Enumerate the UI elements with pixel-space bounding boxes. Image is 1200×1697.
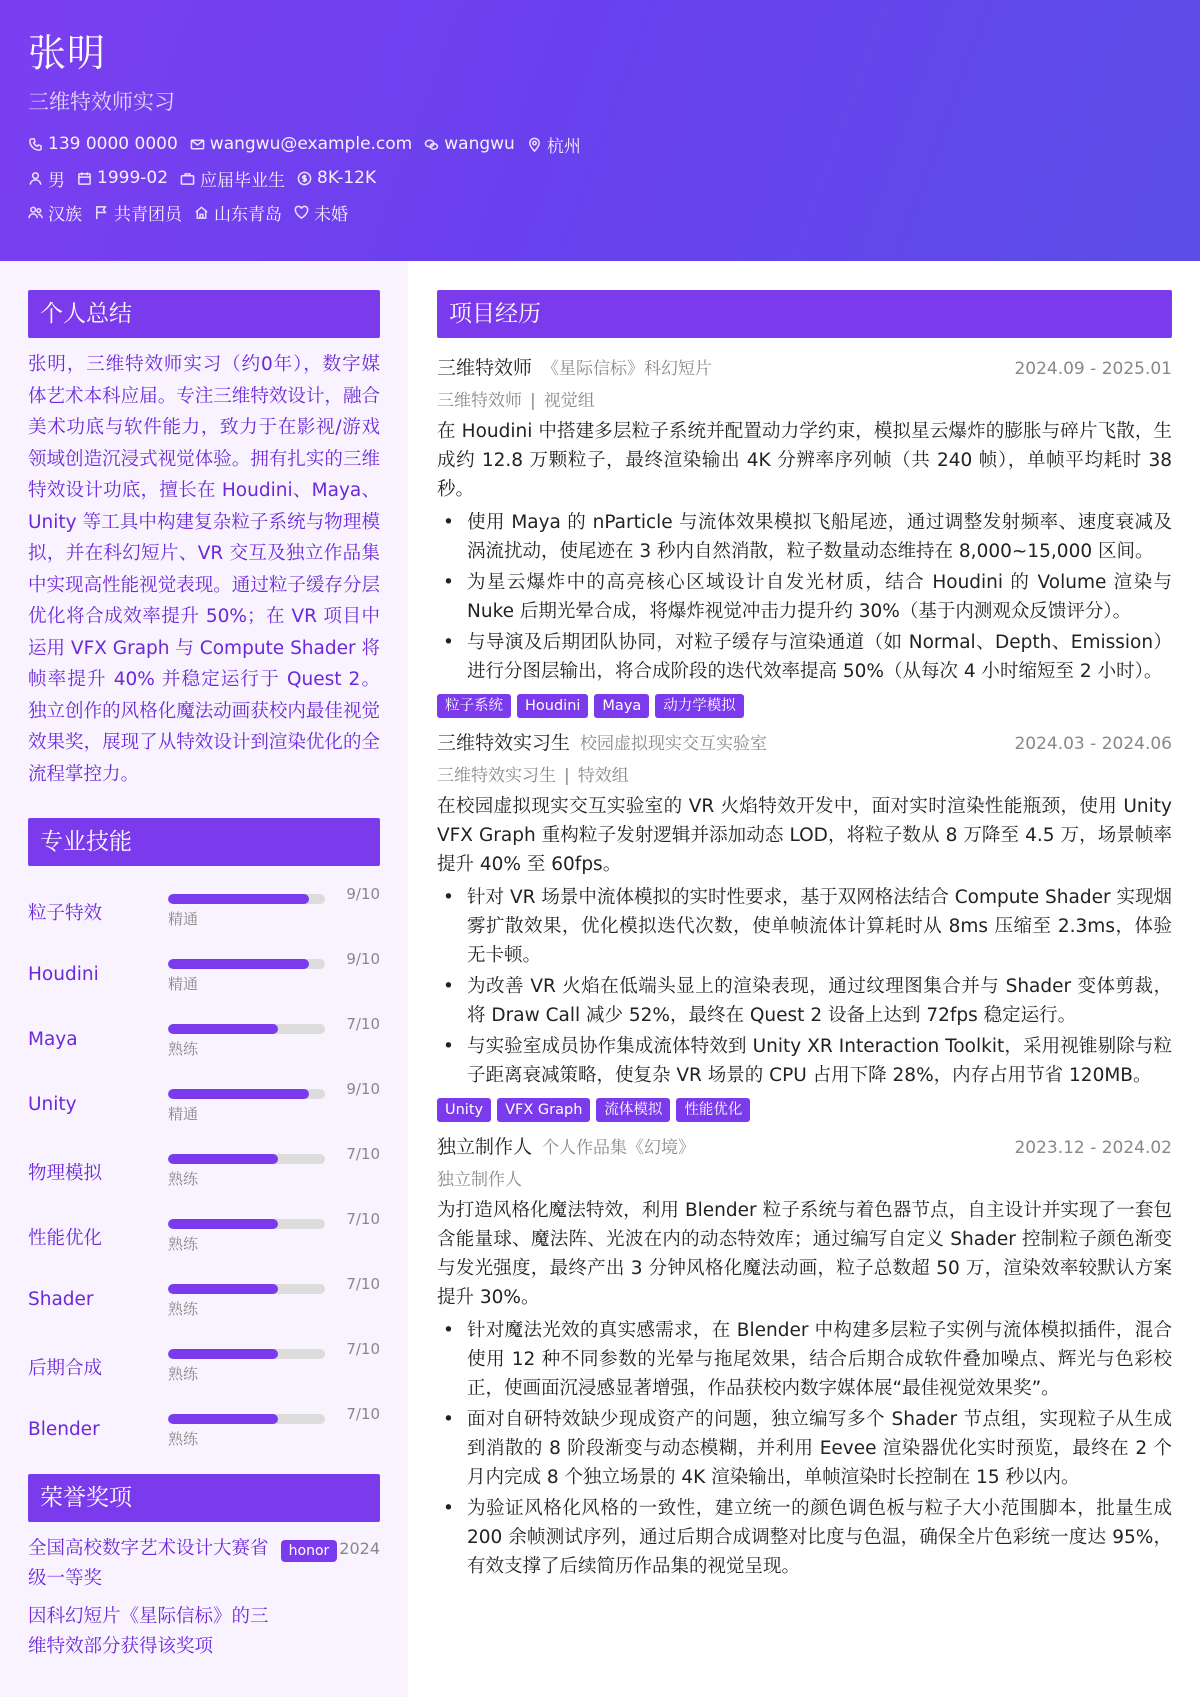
skill-bar-fill: [168, 1024, 278, 1034]
location-icon: [527, 137, 542, 152]
status-item: [180, 166, 285, 191]
location-text: 杭州: [546, 136, 581, 157]
honors-heading: 荣誉奖项: [28, 1474, 380, 1522]
wechat-item: [424, 134, 515, 154]
skill-score: 7/10: [346, 1015, 380, 1033]
project-position: [437, 1165, 1172, 1190]
background-row: [28, 200, 1200, 224]
bullet-item: • 面对自研特效缺少现成资产的问题，独立编写多个 Shader 节点组，实现粒子从生成到消散的 8 阶段渐变与动态模糊，并利用 Eevee 渲染器优化实时预览，最终在 2 个月内完成 8 个独立场景的 4K 渲染输出，单帧渲染时长控制在 15 秒以内。: [437, 1405, 1172, 1492]
skill-level: 精通: [168, 1105, 199, 1123]
position-name: 三维特效师: [437, 391, 522, 411]
phone-icon: [28, 137, 43, 152]
project-position: [437, 386, 1172, 411]
political-item: [94, 200, 182, 225]
skill-score: 7/10: [346, 1210, 380, 1228]
tag-badge: 流体模拟: [596, 1098, 670, 1122]
job-title: 三维特效师实习: [28, 90, 175, 114]
skill-name: 粒子特效: [28, 903, 103, 924]
honors-list: [28, 1534, 380, 1662]
gender-item: [28, 166, 65, 191]
honor-item: [28, 1534, 380, 1594]
candidate-name: 张明: [28, 31, 107, 75]
bullet-item: • 针对 VR 场景中流体模拟的实时性要求，基于双网格法结合 Compute Shader 实现烟雾扩散效果，优化模拟迭代次数，使单帧流体计算耗时从 8ms 压缩至 2.3ms，体验无卡顿。: [437, 883, 1172, 970]
personal-row: [28, 166, 1200, 190]
skill-bar-fill: [168, 1349, 278, 1359]
bullet-item: • 为星云爆炸中的高亮核心区域设计自发光材质，结合 Houdini 的 Volume 渲染与 Nuke 后期光晕合成，将爆炸视觉冲击力提升约 30%（基于内测观众反馈评分）。: [437, 568, 1172, 626]
flag-icon: [94, 205, 109, 220]
skill-row: [28, 1139, 380, 1204]
summary-heading: 个人总结: [28, 290, 380, 338]
project-bullets: [437, 883, 1172, 1090]
marital-text: 未婚: [314, 204, 348, 225]
salary-text: 8K-12K: [317, 168, 377, 188]
political-text: 共青团员: [114, 204, 182, 225]
main-content: [437, 290, 1172, 1581]
projects-list: [437, 353, 1172, 1581]
skill-bar: [168, 1414, 325, 1424]
email-item: [190, 134, 412, 154]
skill-level: 熟练: [168, 1365, 199, 1383]
tag-badge: 粒子系统: [437, 694, 511, 718]
skill-bar: [168, 959, 325, 969]
skill-bar: [168, 1284, 325, 1294]
skill-level: 熟练: [168, 1300, 199, 1318]
honor-name: 因科幻短片《星际信标》的三维特效部分获得该奖项: [28, 1606, 269, 1657]
project-role: 独立制作人: [437, 1136, 533, 1158]
heart-icon: [294, 205, 309, 220]
honor-year: 2024: [339, 1539, 380, 1558]
project-name: 个人作品集《幻境》: [542, 1138, 696, 1158]
honor-item: [28, 1602, 380, 1662]
tag-badge: 动力学模拟: [655, 694, 744, 718]
skill-row: [28, 944, 380, 1009]
project-title: [437, 353, 712, 380]
user-icon: [28, 171, 43, 186]
skill-name: Shader: [28, 1289, 94, 1310]
wechat-icon: [424, 137, 439, 152]
skill-name: Houdini: [28, 964, 99, 985]
skill-score: 7/10: [346, 1275, 380, 1293]
skill-bar-fill: [168, 1219, 278, 1229]
salary-item: [297, 168, 376, 188]
ethnicity-item: [28, 200, 82, 225]
birth-text: 1999-02: [97, 168, 169, 188]
project-bullets: [437, 508, 1172, 686]
skill-bar-fill: [168, 1154, 278, 1164]
skill-score: 7/10: [346, 1340, 380, 1358]
birth-item: [77, 168, 168, 188]
project-header: [437, 1132, 1172, 1159]
team-name: 视觉组: [543, 391, 595, 411]
resume-header: [0, 0, 1200, 261]
project-name: 校园虚拟现实交互实验室: [580, 734, 768, 754]
home-icon: [194, 205, 209, 220]
skill-name: 后期合成: [28, 1358, 103, 1379]
skill-row: [28, 1334, 380, 1399]
project-entry: [437, 1132, 1172, 1581]
bullet-item: • 与导演及后期团队协同，对粒子缓存与渲染通道（如 Normal、Depth、Emission）进行分图层输出，将合成阶段的迭代效率提高 50%（从每次 4 小时缩短至 2 小时）。: [437, 628, 1172, 686]
skill-name: Blender: [28, 1419, 100, 1440]
skill-bar: [168, 894, 325, 904]
project-tags: [437, 694, 1172, 718]
project-header: [437, 353, 1172, 380]
skill-bar: [168, 1219, 325, 1229]
project-title: [437, 728, 767, 755]
tag-badge: Maya: [594, 694, 649, 718]
sidebar: [0, 261, 408, 1697]
hometown-item: [194, 200, 282, 225]
skill-name: Unity: [28, 1094, 77, 1115]
status-text: 应届毕业生: [200, 170, 286, 191]
skill-bar: [168, 1349, 325, 1359]
project-entry: [437, 728, 1172, 1122]
skill-bar: [168, 1154, 325, 1164]
position-separator: |: [530, 391, 536, 411]
hometown-text: 山东青岛: [214, 204, 282, 225]
position-name: 独立制作人: [437, 1170, 522, 1190]
tag-badge: Unity: [437, 1098, 491, 1122]
project-entry: [437, 353, 1172, 718]
skill-level: 熟练: [168, 1430, 199, 1448]
skill-row: [28, 1009, 380, 1074]
project-role: 三维特效实习生: [437, 732, 571, 754]
project-header: [437, 728, 1172, 755]
skill-name: 性能优化: [28, 1228, 103, 1249]
skill-bar-fill: [168, 959, 309, 969]
gender-text: 男: [48, 170, 65, 191]
skill-score: 7/10: [346, 1145, 380, 1163]
project-description: 为打造风格化魔法特效，利用 Blender 粒子系统与着色器节点，自主设计并实现了一套包含能量球、魔法阵、光波在内的动态特效库；通过编写自定义 Shader 控制粒子颜色渐变与发光强度，最终产出 3 分钟风格化魔法动画，粒子总数超 50 万，渲染效率较默认方案提升 30%。: [437, 1200, 1172, 1308]
skill-bar-fill: [168, 1414, 278, 1424]
contact-row: [28, 132, 1200, 156]
people-icon: [28, 205, 43, 220]
project-description: 在 Houdini 中搭建多层粒子系统并配置动力学约束，模拟星云爆炸的膨胀与碎片飞散，生成约 12.8 万颗粒子，最终渲染输出 4K 分辨率序列帧（共 240 帧），单帧平均耗时 38 秒。: [437, 421, 1172, 500]
skill-row: [28, 1074, 380, 1139]
skill-score: 9/10: [346, 1080, 380, 1098]
skills-list: [28, 866, 380, 1464]
skill-level: 熟练: [168, 1235, 199, 1253]
team-name: 特效组: [577, 766, 629, 786]
tag-badge: 性能优化: [676, 1098, 750, 1122]
projects-heading: 项目经历: [437, 290, 1172, 338]
honor-tag: honor: [281, 1540, 338, 1562]
skill-level: 熟练: [168, 1170, 199, 1188]
skill-level: 精通: [168, 975, 199, 993]
phone-text: 139 0000 0000: [48, 134, 178, 154]
project-position: [437, 761, 1172, 786]
project-date: 2024.03 - 2024.06: [1014, 734, 1172, 754]
wechat-text: wangwu: [444, 134, 515, 154]
bullet-item: • 使用 Maya 的 nParticle 与流体效果模拟飞船尾迹，通过调整发射频率、速度衰减及涡流扰动，使尾迹在 3 秒内自然消散，粒子数量动态维持在 8,000~15,000 区间。: [437, 508, 1172, 566]
summary-text: 张明，三维特效师实习（约0年），数字媒体艺术本科应届。专注三维特效设计，融合美术功底与软件能力，致力于在影视/游戏领域创造沉浸式视觉体验。拥有扎实的三维特效设计功底，擅长在 Houdini、Maya、Unity 等工具中构建复杂粒子系统与物理模拟，并在科幻短片、VR 交互及独立作品集中实现高性能视觉表现。通过粒子缓存分层优化将合成效率提升 50%；在 VR 项目中运用 VFX Graph 与 Compute Shader 将帧率提升 40% 并稳定运行于 Quest 2。独立创作的风格化魔法动画获校内最佳视觉效果奖，展现了从特效设计到渲染优化的全流程掌控力。: [28, 354, 380, 785]
skill-row: [28, 1204, 380, 1269]
honor-name: 全国高校数字艺术设计大赛省级一等奖: [28, 1538, 269, 1589]
project-role: 三维特效师: [437, 357, 533, 379]
tag-badge: VFX Graph: [497, 1098, 590, 1122]
skill-level: 精通: [168, 910, 199, 928]
skill-level: 熟练: [168, 1040, 199, 1058]
skill-bar: [168, 1024, 325, 1034]
project-bullets: [437, 1316, 1172, 1581]
project-description: 在校园虚拟现实交互实验室的 VR 火焰特效开发中，面对实时渲染性能瓶颈，使用 Unity VFX Graph 重构粒子发射逻辑并添加动态 LOD，将粒子数从 8 万降至 4.5 万，场景帧率提升 40% 至 60fps。: [437, 796, 1172, 875]
mail-icon: [190, 137, 205, 152]
position-name: 三维特效实习生: [437, 766, 556, 786]
phone-item: [28, 134, 178, 154]
skill-score: 7/10: [346, 1405, 380, 1423]
salary-icon: [297, 171, 312, 186]
bullet-item: • 与实验室成员协作集成流体特效到 Unity XR Interaction Toolkit，采用视锥剔除与粒子距离衰减策略，使复杂 VR 场景的 CPU 占用下降 28%，内存占用节省 120MB。: [437, 1032, 1172, 1090]
bullet-item: • 为验证风格化风格的一致性，建立统一的颜色调色板与粒子大小范围脚本，批量生成 200 余帧测试序列，通过后期合成调整对比度与色温，确保全片色彩统一度达 95%，有效支撑了后续简历作品集的视觉呈现。: [437, 1494, 1172, 1581]
calendar-icon: [77, 171, 92, 186]
project-name: 《星际信标》科幻短片: [542, 359, 713, 379]
skill-score: 9/10: [346, 950, 380, 968]
email-text: wangwu@example.com: [209, 134, 413, 154]
skill-bar: [168, 1089, 325, 1099]
position-separator: |: [564, 766, 570, 786]
skill-row: [28, 879, 380, 944]
skill-bar-fill: [168, 894, 309, 904]
project-title: [437, 1132, 695, 1159]
briefcase-icon: [180, 171, 195, 186]
skill-name: Maya: [28, 1029, 78, 1050]
bullet-item: • 为改善 VR 火焰在低端头显上的渲染表现，通过纹理图集合并与 Shader 变体剪裁，将 Draw Call 减少 52%，最终在 Quest 2 设备上达到 72fps 稳定运行。: [437, 972, 1172, 1030]
location-item: [527, 132, 581, 157]
ethnicity-text: 汉族: [48, 204, 82, 225]
skill-name: 物理模拟: [28, 1163, 103, 1184]
skills-heading: 专业技能: [28, 818, 380, 866]
skill-score: 9/10: [346, 885, 380, 903]
project-date: 2024.09 - 2025.01: [1014, 359, 1172, 379]
project-date: 2023.12 - 2024.02: [1014, 1138, 1172, 1158]
skill-row: [28, 1269, 380, 1334]
skill-bar-fill: [168, 1284, 278, 1294]
skill-bar-fill: [168, 1089, 309, 1099]
marital-item: [294, 200, 348, 225]
skill-row: [28, 1399, 380, 1464]
bullet-item: • 针对魔法光效的真实感需求，在 Blender 中构建多层粒子实例与流体模拟插件，混合使用 12 种不同参数的光晕与拖尾效果，结合后期合成软件叠加噪点、辉光与色彩校正，使画面沉浸感显著增强，作品获校内数字媒体展“最佳视觉效果奖”。: [437, 1316, 1172, 1403]
project-tags: [437, 1098, 1172, 1122]
tag-badge: Houdini: [517, 694, 588, 718]
